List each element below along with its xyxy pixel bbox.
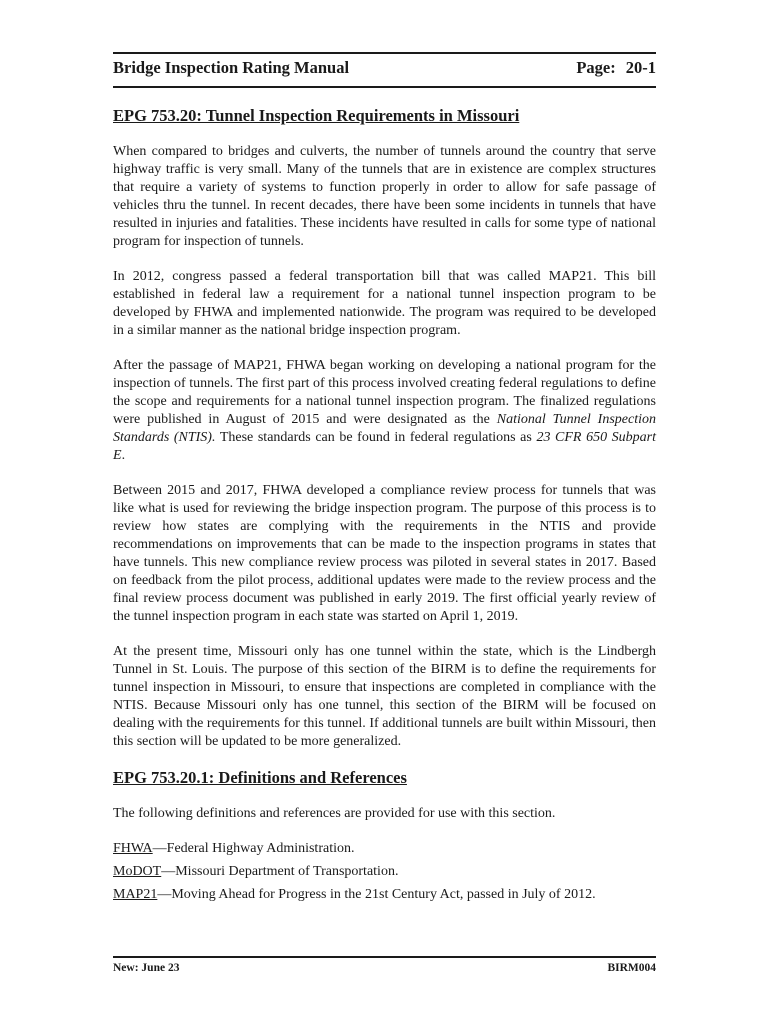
page-label: Page: xyxy=(576,58,616,77)
section-heading-definitions: EPG 753.20.1: Definitions and References xyxy=(113,768,407,787)
paragraph-3 xyxy=(113,357,656,465)
paragraph-2: In 2012, congress passed a federal transportation bill that was called MAP21. This bill established in federal law a requirement for a national tunnel inspection program to be developed by FHWA and implemented nationwide. The program was required to be developed in a similar manner as the national bridge inspection program. xyxy=(113,269,656,338)
header-bottom-rule xyxy=(113,86,656,88)
definition-item xyxy=(113,886,656,904)
paragraph-4: Between 2015 and 2017, FHWA developed a compliance review process for tunnels that was like what is used for reviewing the bridge inspection program. The purpose of this process is to review how states are complying with the requirements in the NTIS and provide recommendations on improvements that can be made to the inspection programs in states that have tunnels. This new compliance review process was piloted in several states in 2017. Based on feedback from the pilot process, additional updates were made to the review process and the final review process document was published in early 2019. The first official yearly review of the tunnel inspection program in each state was started on April 1, 2019. xyxy=(113,483,656,624)
header-top-rule xyxy=(113,52,656,54)
footer-rule xyxy=(113,956,656,958)
paragraph-3-text-b: These standards can be found in federal regulations as xyxy=(215,430,537,445)
definition-item xyxy=(113,840,656,858)
definition-item xyxy=(113,863,656,881)
document-code: BIRM004 xyxy=(607,962,656,974)
page-header xyxy=(113,58,656,78)
definitions-intro: The following definitions and references are provided for use with this section. xyxy=(113,806,556,821)
section-heading-tunnel-requirements: EPG 753.20: Tunnel Inspection Requirements in Missouri xyxy=(113,106,520,125)
ntis-title: National Tunnel Inspection Standards (NTIS). xyxy=(113,412,656,445)
paragraph-3-text-a: After the passage of MAP21, FHWA began working on developing a national program for the inspection of tunnels. The first part of this process involved creating federal regulations to define the scope and requirements for a national tunnel inspection program. The finalized regulations were published in August of 2015 and were designated as the xyxy=(113,358,656,427)
page-content xyxy=(113,106,656,909)
manual-title: Bridge Inspection Rating Manual xyxy=(113,58,350,77)
cfr-reference: 23 CFR 650 Subpart E xyxy=(113,430,657,463)
definition-text: —Moving Ahead for Progress in the 21st Century Act, passed in July of 2012. xyxy=(157,887,596,902)
page-indicator xyxy=(576,58,656,78)
paragraph-3-text-c: . xyxy=(121,448,126,463)
paragraph-1: When compared to bridges and culverts, the number of tunnels around the country that serve highway traffic is very small. Many of the tunnels that are in existence are complex structures that require a variety of systems to function properly in order to allow for safe passage of vehicles thru the tunnel. In recent decades, there have been some incidents in tunnels that have resulted in injuries and fatalities. These incidents have resulted in calls for some type of national program for inspection of tunnels. xyxy=(113,144,656,249)
definition-term: FHWA xyxy=(113,841,153,856)
definition-term: MoDOT xyxy=(113,864,162,879)
definition-term: MAP21 xyxy=(113,887,158,902)
revision-date: New: June 23 xyxy=(113,962,180,974)
definition-text: —Federal Highway Administration. xyxy=(152,841,355,856)
definition-text: —Missouri Department of Transportation. xyxy=(161,864,399,879)
page-number: 20-1 xyxy=(625,58,656,77)
page-footer xyxy=(113,962,656,974)
paragraph-5: At the present time, Missouri only has one tunnel within the state, which is the Lindbergh Tunnel in St. Louis. The purpose of this section of the BIRM is to define the requirements for tunnel inspection in Missouri, to ensure that inspections are completed in compliance with the NTIS. Because Missouri only has one tunnel, this section of the BIRM will be focused on dealing with the requirements for this tunnel. If additional tunnels are built within Missouri, then this section will be updated to be more generalized. xyxy=(113,644,656,749)
